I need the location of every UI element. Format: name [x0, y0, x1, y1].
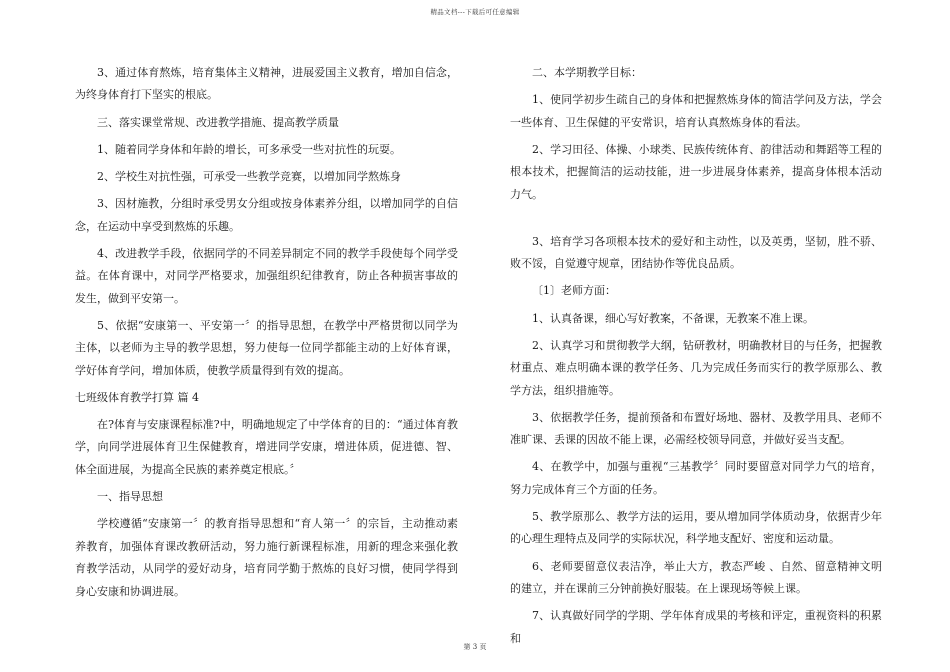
- section-heading: 三、落实课堂常规、改进教学措施、提高教学质量: [97, 115, 339, 129]
- paragraph: 在?体育与安康课程标准?中，明确地规定了中学体育的目的：“通过体育教学，向同学进展体育卫生保健教育，增进同学安康，增进体质，促进德、智、体全面进展，为提高全民族的素养奠定根底。〞: [75, 418, 458, 476]
- section-heading: 二、本学期教学目标：: [532, 66, 642, 79]
- paragraph: 5、依据“安康第一、平安第一〞的指导思想，在教学中严格贯彻以同学为主体，以老师为主导的教学思想，努力使每一位同学都能主动的上好体育课，学好体育学问，增加体质，使教学质量得到有效的提高。: [75, 318, 458, 377]
- subsection-heading: 〔1〕老师方面：: [532, 284, 616, 298]
- paragraph: 3、因材施教，分组时承受男女分组或按身体素养分组，以增加同学的自信念，在运动中享受到熬炼的乐趣。: [75, 197, 458, 233]
- paragraph: 1、使同学初步生疏自己的身体和把握熬炼身体的简洁学问及方法，学会一些体育、卫生保健的平安常识，培育认真熬炼身体的看法。: [510, 93, 882, 129]
- paragraph: 2、学校生对抗性强，可承受一些教学竞赛，以增加同学熬炼身: [97, 170, 401, 184]
- paragraph: 2、认真学习和贯彻教学大纲，钻研教材，明确教材目的与任务，把握教材重点、难点明确本课的教学任务、几为完成任务而实行的教学原那么、教学方法，组织措施等。: [510, 338, 882, 397]
- paragraph: 5、教学原那么、教学方法的运用，要从增加同学体质动身，依据青少年的心理生理特点及同学的实际状况，科学地支配好、密度和运动量。: [510, 510, 882, 546]
- paragraph: 4、在教学中，加强与重视“三基教学〞同时要留意对同学力气的培育，努力完成体育三个方面的任务。: [510, 460, 882, 496]
- paragraph: 7、认真做好同学的学期、学年体育成果的考核和评定，重视资料的积累和: [510, 609, 882, 645]
- section-heading: 一、指导思想: [97, 490, 163, 504]
- paragraph: 1、认真备课，细心写好教案，不备课，无教案不准上课。: [532, 311, 814, 325]
- left-column: [75, 62, 458, 608]
- paragraph: 学校遵循“安康第一〞的教育指导思想和“育人第一〞的宗旨，主动推动素养教育，加强体育课改教研活动，努力施行新课程标准，用新的理念来强化教育教学活动，从同学的爱好动身，培育同学勤于熬炼的良好习惯，使同学得到身心安康和协调进展。: [75, 517, 458, 598]
- right-column: [510, 62, 882, 655]
- paragraph: 6、老师要留意仪表洁净，举止大方，教态严峻 、自然、留意精神文明的建立，并在课前三分钟前换好服装。在上课现场等候上课。: [510, 559, 882, 596]
- paragraph: 1、随着同学身体和年龄的增长，可多承受一些对抗性的玩耍。: [97, 142, 401, 156]
- page-header: 精品文档---下载后可任意编辑: [430, 8, 520, 16]
- paragraph: 4、改进教学手段，依据同学的不同差异制定不同的教学手段使每个同学受益。在体育课中，对同学严格要求，加强组织纪律教育，防止各种损害事故的发生，做到平安第一。: [75, 246, 458, 305]
- paragraph: 2、学习田径、体操、小球类、民族传统体育、韵律活动和舞蹈等工程的根本技术，把握简洁的运动技能，进一步进展身体素养，提高身体根本活动力气。: [510, 142, 882, 201]
- blank-spacer: [510, 211, 882, 231]
- article-title: 七班级体育教学打算 篇 4: [75, 390, 199, 404]
- paragraph: 3、依据教学任务，提前预备和布置好场地、器材、及教学用具、老师不准旷课、丢课的因故不能上课，必需经校领导同意，并做好妥当支配。: [510, 410, 882, 447]
- page-number: 第 3 页: [463, 643, 487, 651]
- paragraph: 3、通过体育熬炼，培育集体主义精神，进展爱国主义教育，增加自信念，为终身体育打下坚实的根底。: [75, 66, 458, 102]
- paragraph: 3、培育学习各项根本技术的爱好和主动性，以及英勇，坚韧，胜不骄、败不馁，自觉遵守规章，团结协作等优良品质。: [510, 234, 882, 271]
